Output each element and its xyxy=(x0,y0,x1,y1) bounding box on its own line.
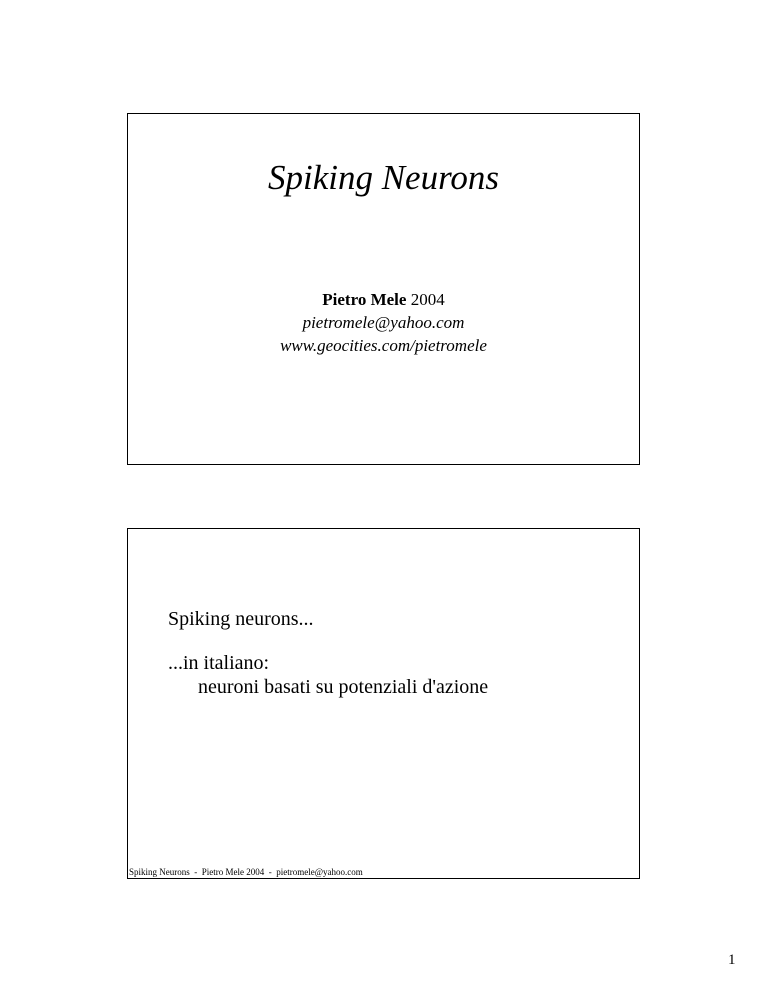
body-line-3: neuroni basati su potenziali d'azione xyxy=(198,676,489,698)
body-line-2: ...in italiano: xyxy=(168,652,270,674)
author-name: Pietro Mele xyxy=(322,290,407,309)
author-block xyxy=(128,288,639,357)
author-line xyxy=(128,288,639,311)
author-email: pietromele@yahoo.com xyxy=(302,313,465,332)
author-website: www.geocities.com/pietromele xyxy=(280,336,487,355)
slide-body xyxy=(168,607,488,699)
author-year: 2004 xyxy=(410,290,445,309)
body-gap xyxy=(168,631,488,651)
slide-1 xyxy=(127,113,640,465)
slide-title: Spiking Neurons xyxy=(267,158,500,197)
slide-footer: Spiking Neurons - Pietro Mele 2004 - pietromele@yahoo.com xyxy=(129,867,363,877)
page-number: 1 xyxy=(728,952,736,968)
body-line-1: Spiking neurons... xyxy=(168,608,314,630)
slide-2 xyxy=(127,528,640,879)
